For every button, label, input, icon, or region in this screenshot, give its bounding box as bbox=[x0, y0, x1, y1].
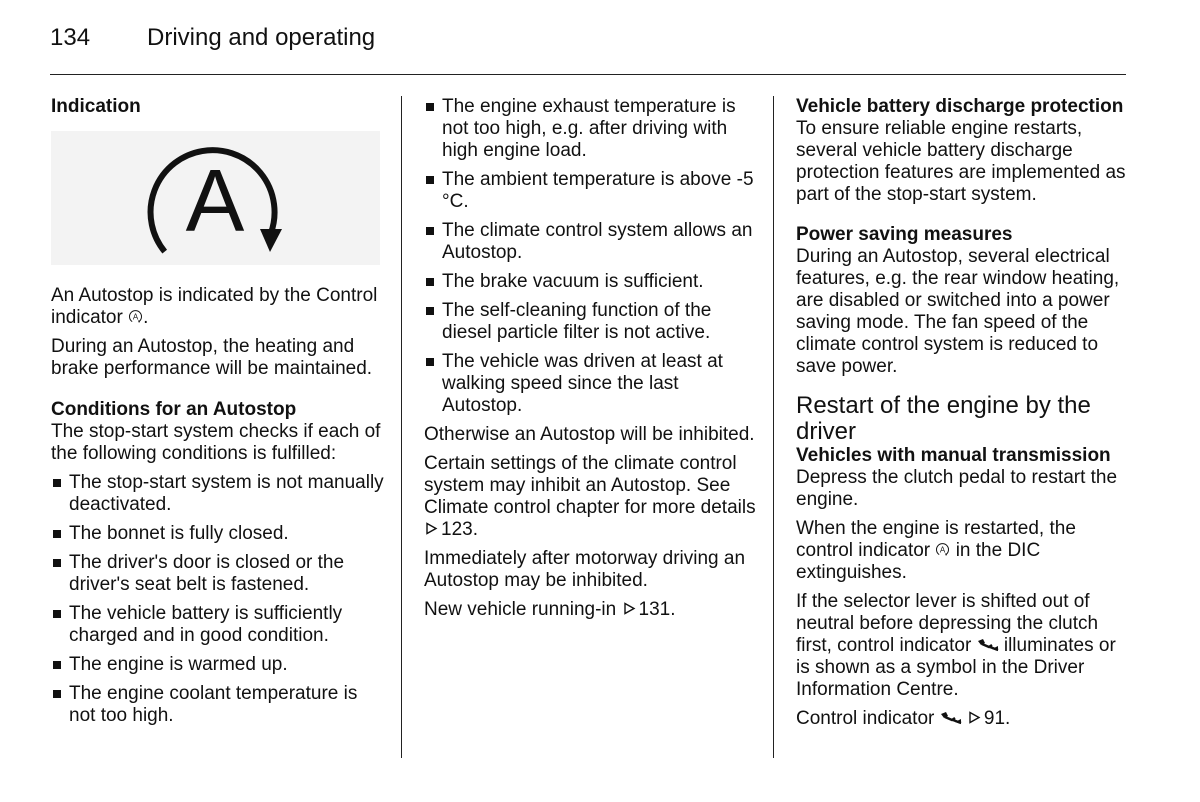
reference-arrow-icon bbox=[623, 602, 636, 615]
conditions-heading: Conditions for an Autostop bbox=[51, 399, 297, 420]
list-item: The vehicle was driven at least at walking speed since the last Autostop. bbox=[424, 351, 759, 417]
bullet-icon bbox=[53, 661, 61, 669]
running-in-reference[interactable]: 131. bbox=[638, 599, 676, 620]
engine-restarted-paragraph: When the engine is restarted, the control indicator A in the DIC extinguishes. bbox=[796, 518, 1076, 583]
bullet-icon bbox=[426, 103, 434, 111]
column-2 bbox=[424, 96, 759, 628]
bullet-icon bbox=[53, 690, 61, 698]
list-item: The climate control system allows an Autostop. bbox=[424, 220, 759, 264]
section-title: Driving and operating bbox=[147, 24, 376, 51]
autostop-icon bbox=[128, 309, 143, 324]
column-1 bbox=[51, 96, 386, 734]
bullet-icon bbox=[426, 227, 434, 235]
column-3 bbox=[796, 96, 1131, 737]
svg-text:A: A bbox=[940, 545, 946, 555]
bullet-icon bbox=[426, 358, 434, 366]
heating-brake-paragraph: During an Autostop, the heating and brake performance will be maintained. bbox=[51, 336, 373, 379]
bullet-icon bbox=[426, 278, 434, 286]
power-saving-heading: Power saving measures bbox=[796, 224, 1013, 245]
bullet-icon bbox=[426, 176, 434, 184]
header-divider bbox=[50, 74, 1126, 75]
bullet-icon bbox=[53, 479, 61, 487]
manual-transmission-heading: Vehicles with manual transmission bbox=[796, 445, 1111, 466]
bullet-icon bbox=[53, 559, 61, 567]
clutch-pedal-icon bbox=[940, 711, 962, 725]
conditions-list bbox=[51, 472, 386, 727]
list-item: The ambient temperature is above -5 °C. bbox=[424, 169, 759, 213]
reference-arrow-icon bbox=[425, 522, 438, 535]
autostop-indication-paragraph: An Autostop is indicated by the Control indicator A . bbox=[51, 285, 378, 328]
selector-lever-paragraph: If the selector lever is shifted out of neutral before depressing the clutch first, control indicator illuminates or is shown as a symbol in the Driver Information Centre. bbox=[796, 591, 1116, 700]
list-item: The engine is warmed up. bbox=[51, 654, 386, 676]
otherwise-paragraph: Otherwise an Autostop will be inhibited. bbox=[424, 424, 755, 445]
bullet-icon bbox=[426, 307, 434, 315]
autostop-indication-text: An Autostop is indicated by the Control indicator bbox=[51, 285, 378, 328]
list-item: The engine coolant temperature is not too high. bbox=[51, 683, 386, 727]
list-item: The stop-start system is not manually deactivated. bbox=[51, 472, 386, 516]
autostop-icon-letter: A bbox=[185, 151, 245, 250]
list-item: The bonnet is fully closed. bbox=[51, 523, 386, 545]
list-item: The brake vacuum is sufficient. bbox=[424, 271, 759, 293]
list-item: The vehicle battery is sufficiently charged and in good condition. bbox=[51, 603, 386, 647]
autostop-indicator-illustration bbox=[51, 131, 380, 265]
page-number: 134 bbox=[50, 24, 91, 51]
control-indicator-reference[interactable]: 91. bbox=[983, 708, 1011, 729]
svg-text:A: A bbox=[132, 312, 139, 322]
battery-heading: Vehicle battery discharge protection bbox=[796, 96, 1124, 117]
indication-heading: Indication bbox=[51, 96, 141, 117]
motorway-paragraph: Immediately after motorway driving an Autostop may be inhibited. bbox=[424, 548, 746, 591]
restart-heading: Restart of the engine by the driver bbox=[796, 392, 1091, 445]
control-indicator-paragraph: Control indicator 91. bbox=[796, 708, 1011, 729]
battery-paragraph: To ensure reliable engine restarts, several vehicle battery discharge protection features are implemented as part of the stop-start system. bbox=[796, 118, 1126, 205]
power-saving-paragraph: During an Autostop, several electrical features, e.g. the rear window heating, are disabled or switched into a power saving mode. The fan speed of the climate control system is reduced to save power. bbox=[796, 246, 1120, 377]
clutch-pedal-icon bbox=[977, 638, 999, 652]
list-item: The self-cleaning function of the diesel particle filter is not active. bbox=[424, 300, 759, 344]
list-item: The driver's door is closed or the driver's seat belt is fastened. bbox=[51, 552, 386, 596]
autostop-icon bbox=[935, 542, 950, 557]
autostop-icon bbox=[51, 131, 380, 265]
manual-transmission-paragraph: Depress the clutch pedal to restart the engine. bbox=[796, 467, 1118, 510]
column-divider-1 bbox=[401, 96, 402, 758]
climate-paragraph: Certain settings of the climate control system may inhibit an Autostop. See Climate control chapter for more details123. bbox=[424, 453, 756, 540]
bullet-icon bbox=[53, 610, 61, 618]
bullet-icon bbox=[53, 530, 61, 538]
conditions-list-continued bbox=[424, 96, 759, 417]
conditions-intro: The stop-start system checks if each of the following conditions is fulfilled: bbox=[51, 421, 381, 464]
climate-reference[interactable]: 123. bbox=[441, 519, 478, 540]
list-item: The engine exhaust temperature is not too high, e.g. after driving with high engine load. bbox=[424, 96, 759, 162]
running-in-paragraph: New vehicle running-in 131. bbox=[424, 599, 676, 620]
reference-arrow-icon bbox=[968, 711, 981, 724]
column-divider-2 bbox=[773, 96, 774, 758]
